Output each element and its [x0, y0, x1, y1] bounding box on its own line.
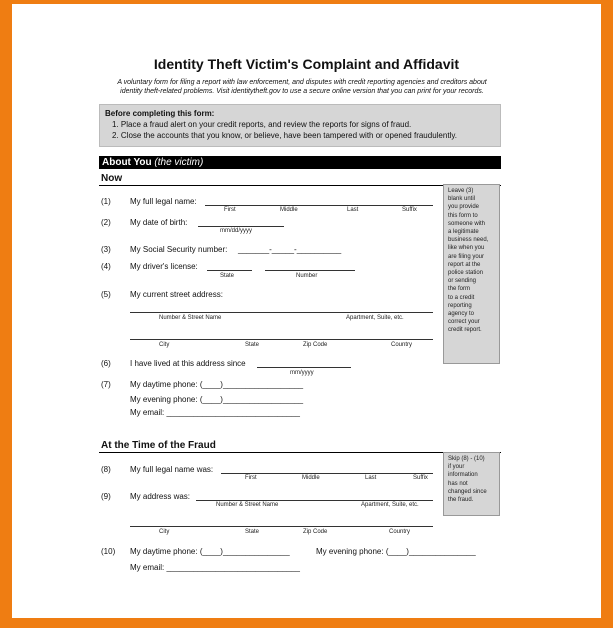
input-lived-since[interactable] — [257, 367, 351, 368]
fraud-rule — [99, 452, 501, 453]
caption-city: City — [159, 342, 170, 348]
caption-license-number: Number — [296, 273, 318, 279]
label-lived-since: I have lived at this address since — [130, 359, 246, 368]
label-current-address: My current street address: — [130, 290, 223, 299]
field-number-9: (9) — [101, 492, 111, 501]
caption-dob-format: mm/dd/yyyy — [220, 228, 253, 234]
caption-former-middle: Middle — [302, 475, 320, 481]
intro-line-1: A voluntary form for filing a report with law enforcement, and disputes with credit reporting agencies and creditors about — [117, 79, 487, 86]
input-former-daytime-phone[interactable]: My daytime phone: (____)_______________ — [130, 547, 290, 556]
input-former-name[interactable] — [221, 473, 433, 474]
label-full-legal-name: My full legal name: — [130, 197, 197, 206]
intro-line-2: identity theft-related problems. Visit identitytheft.gov to use a secure online version that you can print for your records. — [120, 88, 484, 95]
before-item-1: 1. Place a fraud alert on your credit reports, and review the reports for signs of fraud. — [112, 120, 412, 129]
now-rule — [99, 185, 501, 186]
input-license-number[interactable] — [265, 270, 355, 271]
input-former-street[interactable] — [196, 500, 433, 501]
input-daytime-phone[interactable]: My daytime phone: (____)__________________ — [130, 380, 304, 389]
caption-former-suffix: Suffix — [413, 475, 428, 481]
label-date-of-birth: My date of birth: — [130, 218, 188, 227]
field-number-1: (1) — [101, 197, 111, 206]
caption-apartment: Apartment, Suite, etc. — [346, 315, 404, 321]
caption-state: State — [245, 342, 260, 348]
side-note-leave-blank: Leave (3) blank until you provide this form to someone with a legitimate business need, like when you are filing your report at the police station or sending the form to a credit reporting agency to correct your credit report. — [443, 184, 500, 364]
about-you-title: About You — [102, 157, 152, 168]
caption-former-state: State — [245, 529, 260, 535]
about-you-header — [99, 156, 501, 169]
field-number-6: (6) — [101, 359, 111, 368]
before-completing-box — [99, 104, 501, 147]
caption-middle: Middle — [280, 207, 298, 213]
caption-former-last: Last — [365, 475, 377, 481]
caption-first: First — [224, 207, 236, 213]
field-number-5: (5) — [101, 290, 111, 299]
caption-former-zip: Zip Code — [303, 529, 328, 535]
caption-street: Number & Street Name — [159, 315, 222, 321]
before-item-2: 2. Close the accounts that you know, or believe, have been tampered with or opened fraudulently. — [112, 131, 457, 140]
input-evening-phone[interactable]: My evening phone: (____)__________________ — [130, 395, 304, 404]
input-full-legal-name[interactable] — [205, 205, 433, 206]
field-number-10: (10) — [101, 547, 116, 556]
label-ssn: My Social Security number: — [130, 245, 228, 254]
caption-license-state: State — [220, 273, 235, 279]
caption-suffix: Suffix — [402, 207, 417, 213]
input-license-state[interactable] — [207, 270, 252, 271]
caption-country: Country — [391, 342, 413, 348]
input-former-city[interactable] — [130, 526, 433, 527]
side-note-skip: Skip (8) - (10) if your information has not changed since the fraud. — [443, 452, 500, 516]
about-you-note: (the victim) — [154, 157, 204, 168]
field-number-2: (2) — [101, 218, 111, 227]
input-former-evening-phone[interactable]: My evening phone: (____)_______________ — [316, 547, 476, 556]
input-ssn[interactable]: _______-_____-__________ — [238, 245, 342, 254]
field-number-7: (7) — [101, 380, 111, 389]
caption-last: Last — [347, 207, 359, 213]
page-title: Identity Theft Victim's Complaint and Affidavit — [153, 56, 460, 72]
intro-text — [92, 78, 512, 96]
before-heading: Before completing this form: — [105, 109, 215, 118]
now-subheading: Now — [101, 173, 123, 184]
field-number-3: (3) — [101, 245, 111, 254]
input-former-email[interactable]: My email: ______________________________ — [130, 563, 300, 572]
caption-former-street: Number & Street Name — [216, 502, 279, 508]
fraud-subheading: At the Time of the Fraud — [101, 440, 216, 451]
field-number-4: (4) — [101, 262, 111, 271]
caption-former-country: Country — [389, 529, 411, 535]
caption-zip: Zip Code — [303, 342, 328, 348]
input-email[interactable]: My email: ______________________________ — [130, 408, 300, 417]
caption-former-first: First — [245, 475, 257, 481]
input-city-state-zip[interactable] — [130, 339, 433, 340]
label-former-name: My full legal name was: — [130, 465, 214, 474]
caption-former-city: City — [159, 529, 170, 535]
input-date-of-birth[interactable] — [198, 226, 284, 227]
input-street-address[interactable] — [130, 312, 433, 313]
label-former-address: My address was: — [130, 492, 191, 501]
label-drivers-license: My driver's license: — [130, 262, 198, 271]
field-number-8: (8) — [101, 465, 111, 474]
caption-lived-since-format: mm/yyyy — [290, 370, 314, 376]
caption-former-apartment: Apartment, Suite, etc. — [361, 502, 419, 508]
